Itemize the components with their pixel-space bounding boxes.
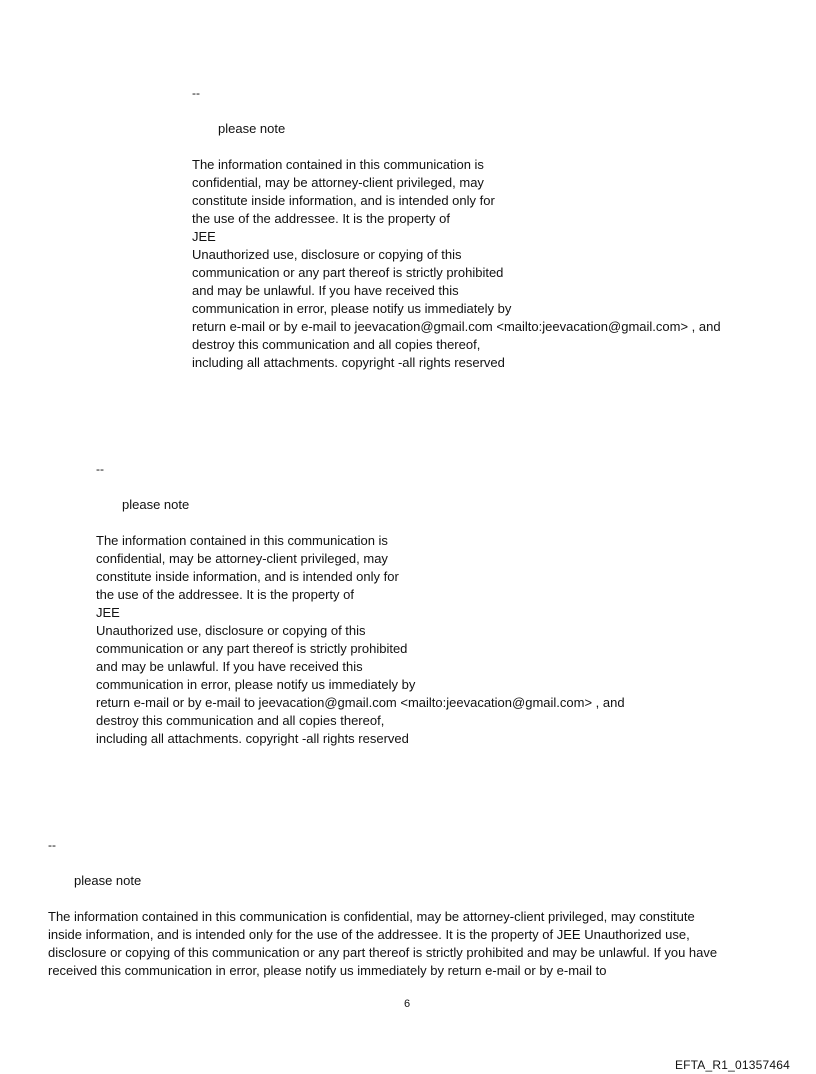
block2-line: The information contained in this communication is [96, 533, 388, 548]
block1-line: including all attachments. copyright -all rights reserved [192, 355, 505, 370]
block1-line: constitute inside information, and is intended only for [192, 193, 495, 208]
block3-separator: -- [48, 838, 56, 852]
block2-line: communication or any part thereof is strictly prohibited [96, 641, 408, 656]
block3-line: disclosure or copying of this communication or any part thereof is strictly prohibited and may be unlawful. If you have [48, 945, 718, 960]
block1-separator: -- [192, 86, 200, 100]
block2-line: the use of the addressee. It is the property of [96, 587, 354, 602]
block2-line: including all attachments. copyright -all rights reserved [96, 731, 409, 746]
block1-line: Unauthorized use, disclosure or copying of this [192, 247, 462, 262]
block2-line: communication in error, please notify us immediately by [96, 677, 416, 692]
block3-body [48, 908, 717, 980]
block2-separator: -- [96, 462, 104, 476]
block1-heading: please note [218, 121, 286, 136]
block1-line: communication or any part thereof is strictly prohibited [192, 265, 504, 280]
page-number: 6 [404, 998, 411, 1010]
block2-line: JEE [96, 605, 120, 620]
block2-line: Unauthorized use, disclosure or copying of this [96, 623, 366, 638]
block1-line: and may be unlawful. If you have received this [192, 283, 459, 298]
document-id: EFTA_R1_01357464 [674, 1058, 790, 1072]
block2-line: return e-mail or by e-mail to jeevacation@gmail.com <mailto:jeevacation@gmail.com> , and [96, 695, 625, 710]
block1-line: The information contained in this communication is [192, 157, 484, 172]
block3-line: The information contained in this communication is confidential, may be attorney-client privileged, may constitute [48, 909, 695, 924]
block1-body [192, 156, 721, 372]
block2-body [96, 532, 625, 748]
block1-line: JEE [192, 229, 216, 244]
block1-line: return e-mail or by e-mail to jeevacation@gmail.com <mailto:jeevacation@gmail.com> , and [192, 319, 721, 334]
block3-heading: please note [74, 873, 142, 888]
block1-line: communication in error, please notify us immediately by [192, 301, 512, 316]
block1-line: destroy this communication and all copies thereof, [192, 337, 481, 352]
block2-line: confidential, may be attorney-client privileged, may [96, 551, 388, 566]
block2-line: destroy this communication and all copies thereof, [96, 713, 385, 728]
block1-line: the use of the addressee. It is the property of [192, 211, 450, 226]
block2-line: and may be unlawful. If you have received this [96, 659, 363, 674]
block1-line: confidential, may be attorney-client privileged, may [192, 175, 484, 190]
block3-line: inside information, and is intended only for the use of the addressee. It is the property of JEE Unauthorized use, [48, 927, 690, 942]
block3-line: received this communication in error, please notify us immediately by return e-mail or by e-mail to [48, 963, 607, 978]
block2-line: constitute inside information, and is intended only for [96, 569, 399, 584]
block2-heading: please note [122, 497, 190, 512]
